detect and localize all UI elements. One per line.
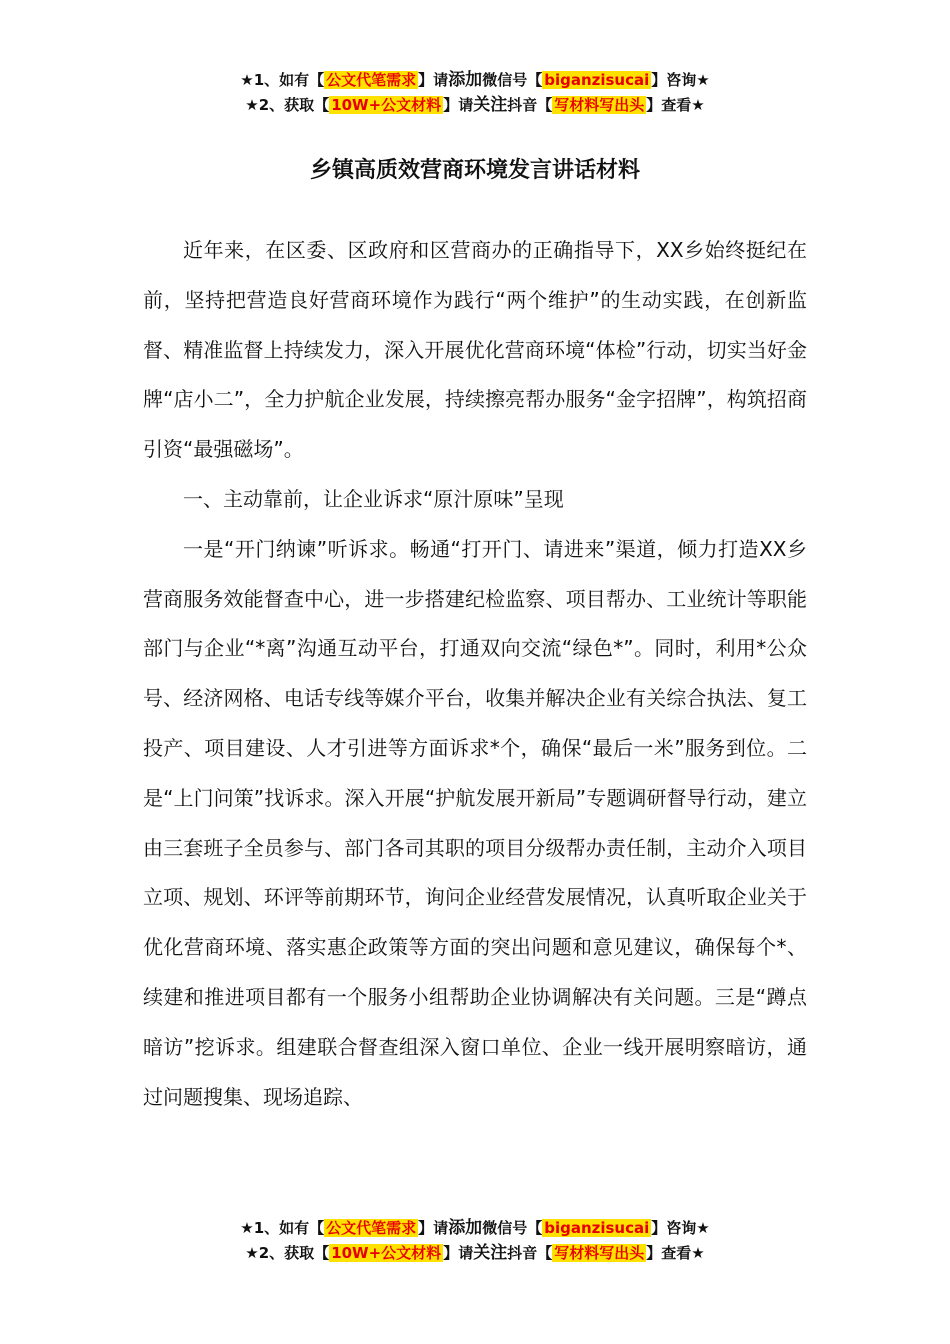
section-heading: 一、主动靠前，让企业诉求“原汁原味”呈现: [183, 486, 564, 511]
banner-text: ★1、如有【: [240, 1219, 325, 1237]
banner-text: ★2、获取【: [245, 96, 330, 114]
banner-highlight: 写材料写出头: [554, 96, 645, 114]
document-body: [143, 226, 807, 1122]
banner-text: 】请: [443, 96, 474, 114]
banner-emphasis: 添加: [448, 70, 483, 90]
banner-text: 】请: [418, 1219, 449, 1237]
banner-line-1: [0, 68, 950, 93]
banner-text: ★2、获取【: [245, 1244, 330, 1262]
banner-highlight: 10W+公文材料: [331, 1244, 442, 1262]
header-banner: [0, 68, 950, 118]
banner-line-2: [0, 93, 950, 118]
banner-highlight: biganzisucai: [544, 1219, 650, 1237]
banner-text: 】咨询★: [651, 1219, 710, 1237]
banner-text: 】请: [443, 1244, 474, 1262]
document-title: 乡镇高质效营商环境发言讲话材料: [309, 158, 640, 183]
banner-highlight: 写材料写出头: [554, 1244, 645, 1262]
paragraph-section-1: 一是“开门纳谏”听诉求。畅通“打开门、请进来”渠道，倾力打造XX乡营商服务效能督查中心，进一步搭建纪检监察、项目帮办、工业统计等职能部门与企业“*离”沟通互动平台，打通双向交流“绿色*”。同时，利用*公众号、经济网格、电话专线等媒介平台，收集并解决企业有关综合执法、复工投产、项目建设、人才引进等方面诉求*个，确保“最后一米”服务到位。二是“上门问策”找诉求。深入开展“护航发展开新局”专题调研督导行动，建立由三套班子全员参与、部门各司其职的项目分级帮办责任制，主动介入项目立项、规划、环评等前期环节，询问企业经营发展情况，认真听取企业关于优化营商环境、落实惠企政策等方面的突出问题和意见建议，确保每个*、续建和推进项目都有一个服务小组帮助企业协调解决有关问题。三是“蹲点暗访”挖诉求。组建联合督查组深入窗口单位、企业一线开展明察暗访，通过问题搜集、现场追踪、: [143, 536, 807, 1109]
banner-emphasis: 添加: [448, 1218, 483, 1238]
banner-text: 抖音【: [507, 96, 553, 114]
banner-text: 】请: [418, 71, 449, 89]
banner-text: 抖音【: [507, 1244, 553, 1262]
banner-emphasis: 关注: [473, 1243, 508, 1263]
banner-text: 】查看★: [646, 1244, 705, 1262]
banner-highlight: 10W+公文材料: [331, 96, 442, 114]
banner-text: 微信号【: [482, 1219, 543, 1237]
footer-banner: [0, 1216, 950, 1266]
banner-text: 】查看★: [646, 96, 705, 114]
banner-line-2: [0, 1241, 950, 1266]
banner-text: 微信号【: [482, 71, 543, 89]
banner-text: 】咨询★: [651, 71, 710, 89]
paragraph-intro: 近年来，在区委、区政府和区营商办的正确指导下，XX乡始终挺纪在前，坚持把营造良好营商环境作为践行“两个维护”的生动实践，在创新监督、精准监督上持续发力，深入开展优化营商环境“体检”行动，切实当好金牌“店小二”，全力护航企业发展，持续擦亮帮办服务“金字招牌”，构筑招商引资“最强磁场”。: [143, 238, 807, 462]
banner-highlight: 公文代笔需求: [326, 71, 417, 89]
banner-line-1: [0, 1216, 950, 1241]
banner-highlight: 公文代笔需求: [326, 1219, 417, 1237]
banner-emphasis: 关注: [473, 95, 508, 115]
banner-highlight: biganzisucai: [544, 71, 650, 89]
banner-text: ★1、如有【: [240, 71, 325, 89]
